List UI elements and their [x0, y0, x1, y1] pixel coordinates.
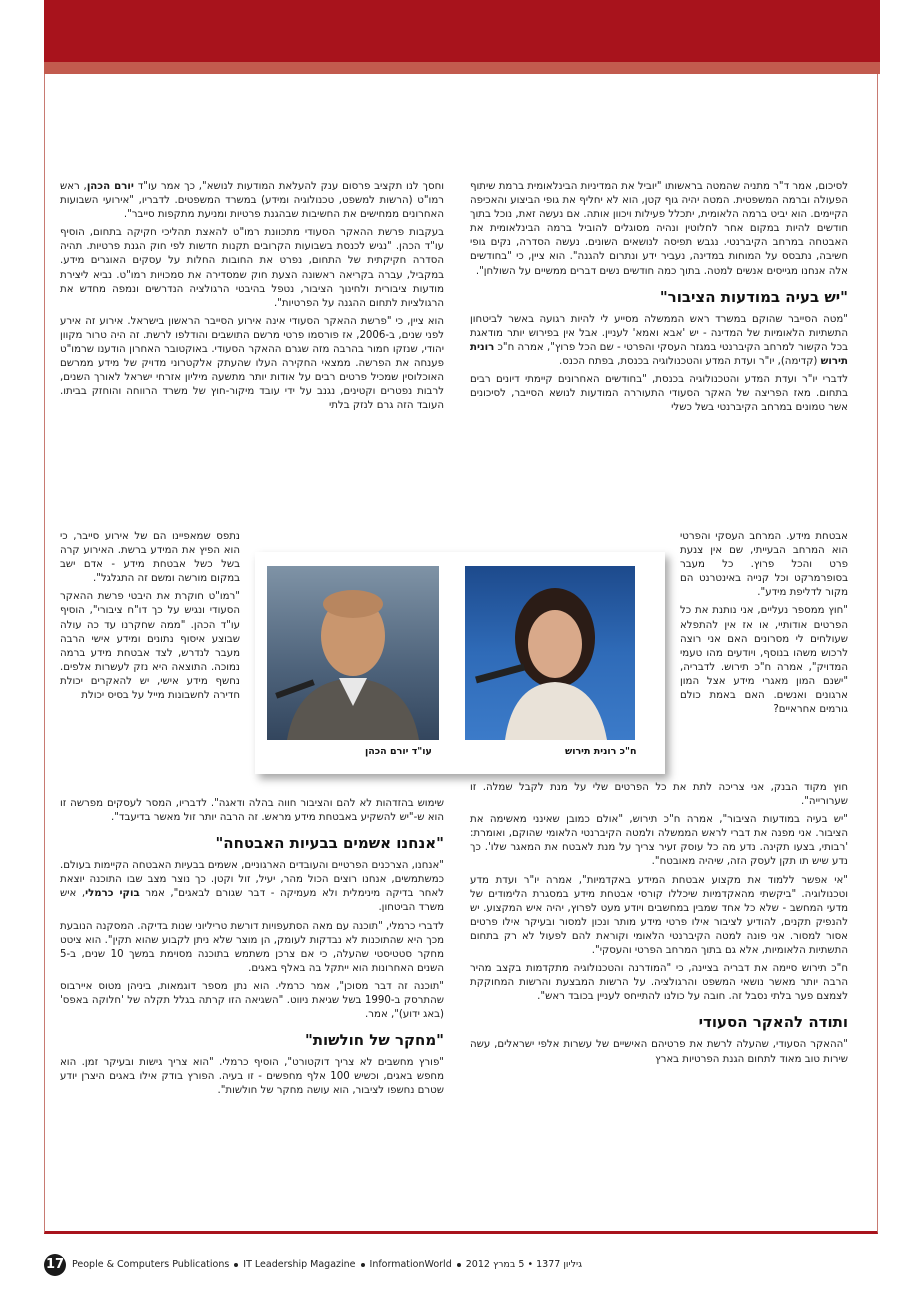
- photo-box: [255, 552, 665, 774]
- right-paragraph-7: "ההאקר הסעודי, שהעלה לרשת את פרטיהם האישיים של עשרות אלפי ישראלים, עשה שירות טוב מאוד לתחום הגנת הפרטיות בארץ: [470, 1039, 848, 1065]
- left-paragraph-4: שימוש בהזדהות לא להם והציבור חווה בהלה ודאגה". לדבריו, המסר לעסקים מפרשה זו הוא ש-"יש להשקיע באבטחת מידע מראש. זה הרבה יותר זול מאשר בדיעבד".: [60, 798, 444, 824]
- person-name-ronit: רונית תירוש: [470, 341, 848, 367]
- caption-ronit: ח"כ רונית תירוש: [565, 746, 637, 757]
- portrait-woman-icon: [465, 566, 635, 740]
- left-column: [60, 180, 444, 418]
- left-p1-text: וחסך לנו תקציב פרסום ענק להעלאת המודעות לנושא", כך אמר עו"ד: [137, 181, 444, 192]
- right-paragraph-1: [470, 313, 848, 369]
- left-paragraph-3: הוא ציין, כי "פרשת ההאקר הסעודי אינה אירוע הסייבר הראשון בישראל. אירוע זה אירע לפני שנים, ב-2006, אז פורסמו פרטי מרשם התושבים והודלפו לרשת. זה היה טרור מקוון יהודי, שנזקו חמור בהרבה מזה שגרם ההאקר הסעודי. באוקטובר האחרון הודענו שרמו"ט פענחה את הפרשה. ממצאי החקירה העלו שהעתק אלקטרוני מדויק של מידע ממרשם האוכלוסין שמכיל פרטים רבים על אודות יותר מתשעה מיליון אזרחי ישראל לאורך השנים, לרבות נפטרים וקטינים, נגנב על ידי עובד מיקור-חוץ של משרד הרווחה והוחזק בביתו. העובד הזה גרם לנזק בלתי: [60, 315, 444, 412]
- left-column-lower: [60, 797, 444, 1103]
- footer-publisher: People & Computers Publications: [72, 1259, 230, 1270]
- page-number: 17: [44, 1254, 66, 1276]
- section-heading-we-are-guilty: "אנחנו אשמים בבעיות האבטחה": [215, 834, 444, 853]
- right-paragraph-3: חוץ מקוד הבנק, אני צריכה לתת את כל הפרטים שלי על מנת לקבל שמלה. זו שערורייה".: [470, 782, 848, 808]
- footer-issue: גיליון 1377 • 5 במרץ 2012: [465, 1259, 583, 1270]
- page-footer: [44, 1250, 880, 1280]
- section-heading-public-awareness: "יש בעיה במודעות הציבור": [659, 287, 848, 306]
- header-band: [44, 0, 880, 62]
- section-heading-saudi-hacker: ותודה להאקר הסעודי: [698, 1013, 848, 1032]
- person-name-buki: בוקי כרמלי: [85, 888, 140, 900]
- photo-yoram-hacohen: [267, 566, 439, 740]
- right-paragraph-6: ח"כ תירוש סיימה את דבריה בציינה, כי "המודרנה והטכנולוגיה מתקדמות בקצב מהיר הרבה יותר מאשר נושאי המשפט והרגולציה. על הרשות המבצעת והרשות המחוקקת לצמצם פער בלתי נסבל זה. חובה על כולנו להתייחס לעניין בכובד ראש".: [470, 963, 848, 1003]
- left-paragraph-2: בעקבות פרשת ההאקר הסעודי מתכוונת רמו"ט להאצת תהליכי חקיקה בתחום, הוסיף עו"ד הכהן. "נגיש לכנסת בשבועות הקרובים תקנות חדשות לפי חוק הגנת פרטיות. תהיה הסדרה חקיקתית של התחום, נפרט את החובות החלות על עסקים האוגרים מידע. במקביל, עברה בקריאה ראשונה הצעת חוק שמסדירה את סמכויות רמו"ט. נביא ליצירת מודעות ציבורית ולחינוך הציבור, נטפל בהיבטי הרגולציה הנדרשים ונמפה מחדש את הרגולציות לתחום ההגנה על הפרטיות".: [60, 227, 444, 309]
- left-narrow-paragraph-2: "רמו"ט חוקרת את היבטי פרשת ההאקר הסעודי ונגיש על כך דו"ח ציבורי", הוסיף עו"ד הכהן. "ממה שחקרנו עד כה עולה שבוצע איסוף נתונים ומידע אישי הרבה מעבר לנדרש, לצד אבטחת מידע ברמה נמוכה. התוצאה היא נזק לעשרות אלפים. נחשף מידע אישי, יש להאקרים יכולת חדירה לחשבונות מייל על בסיס יכולת: [60, 591, 240, 702]
- right-p1-end: (קדימה), יו"ר ועדת המדע והטכנולוגיה בכנסת, בפתח הכנס.: [559, 355, 818, 367]
- left-paragraph-1: [60, 180, 444, 222]
- person-name-yoram: יורם הכהן: [86, 181, 134, 192]
- right-column-lower: [470, 781, 848, 1071]
- caption-yoram: עו"ד יורם הכהן: [365, 746, 432, 757]
- footer-magazine: IT Leadership Magazine: [243, 1259, 356, 1270]
- left-p5-text: "אנחנו, הצרכנים הפרטיים והעובדים הארגוניים, אשמים בבעיות האבטחה הקיימות בעולם. כמשתמשים, אנחנו רוצים הכול מהר, יעיל, זול וקטן. כך נוצר מצב שבו התוכנה יוצאת לאחר בדיקה מינימלית ולא מעמיקה - דבר שגורם לבאגים", אמר: [60, 860, 444, 900]
- footer-text: [72, 1259, 582, 1270]
- left-narrow-column: [60, 530, 240, 707]
- photo-ronit-tirosh: [465, 566, 635, 740]
- left-paragraph-6: לדברי כרמלי, "תוכנה עם מאה הסתעפויות דורשת טריליוני שנות בדיקה. המסקנה הנובעת מכך היא שהתוכנות לא נבדקות לעומק, הן מוצר שלא ניתן לקבוע שהוא תקין". הוא ציטט מחקר סטטיסטי שהעלה, כי אם צרכן משתמש בתוכנה מסוימת במשך 10 שנים, ב-5 השנים האחרונות הוא ייתקל בה באלף באגים.: [60, 920, 444, 974]
- bullet-icon: [361, 1263, 365, 1267]
- left-p1-end: , ראש רמו"ט (הרשות למשפט, טכנולוגיה ומידע) במשרד המשפטים. לדבריו, "אירועי השבועות האחרונים ממחישים את החשיבות שבהגנת פרטיות ומניעת מתקפות סייבר".: [60, 181, 444, 221]
- left-p5-end: , איש משרד הביטחון.: [60, 888, 444, 914]
- left-paragraph-7: "תוכנה זה דבר מסוכן", אמר כרמלי. הוא נתן מספר דוגמאות, ביניהן מטוס איירבוס שהתרסק ב-1990 בשל שגיאת ניווט. "השגיאה הזו קרתה בגלל תקלה של 'חלוקה באפס' (באג ידוע)", אמר.: [60, 980, 445, 1021]
- section-heading-vulnerability-research: "מחקר של חולשות": [304, 1031, 444, 1050]
- footer-site: InformationWorld: [369, 1259, 452, 1270]
- right-paragraph-2: לדברי יו"ר ועדת המדע והטכנולוגיה בכנסת, "בחודשים האחרונים קיימתי דיונים רבים בתחום. מאז הפריצה של האקר הסעודי התעוררה המודעות לנושא הסייבר, לסיכונים אשר טמונים במרחב הקיברנטי בשל כשלי: [470, 374, 848, 414]
- left-paragraph-5: [60, 859, 444, 915]
- right-narrow-paragraph-2: "חוץ ממספר נעליים, אני נותנת את כל הפרטים אודותיי, או אז אין להתפלא שעולחים לי מסרונים האם אני רוצה לרכוש משהו בנוסף, ויודעים מהו טעמי המדויק", אמרה ח"כ תירוש. לדבריה, "ישנם המון מאגרי מידע אצל המון ארגונים ואנשים. האם באמת כולם גורמים אחראיים?: [680, 605, 848, 716]
- right-column: [470, 180, 848, 419]
- right-paragraph-5: "אי אפשר ללמוד את מקצוע אבטחת המידע באקדמיות", אמרה יו"ר ועדת מדע וטכנולוגיה. "ביקשתי מהאקדמיות שיכללו קורסי אבטחת מידע במסגרת הלימודים של מדעי המחשב - שלא כל אחד שמבין במחשבים ויודע מעט לפרוץ, יהיה איש המקצוע. יש להנפיק תקנים, להודיע לציבור אילו פרטי מידע מותר ונכון למסור ובעיקר אילו פרטים אסור למסור. אני פונה למטה הקיברנטי הלאומי וקוראת להם לפעול לא רק בתחום התשתיות הלאומיות, אלא גם בתוך המרחב הפרטי והעסקי".: [470, 874, 848, 957]
- right-narrow-column: [680, 530, 848, 721]
- header-stripe: [44, 62, 880, 74]
- left-narrow-paragraph-1: נתפס שמאפיינו הם של אירוע סייבר, כי הוא הפיץ את המידע ברשת. האירוע קרה בשל כשל אבטחת מידע - אדם ישב במקום מורשה ומשם זה התגלגל".: [60, 531, 240, 585]
- bullet-icon: [234, 1263, 238, 1267]
- left-paragraph-8: "פורץ מחשבים לא צריך דוקטורט", הוסיף כרמלי. "הוא צריך גישות ובעיקר זמן. הוא מחפש באגים, וכשיש 100 אלף מחפשים - זו בעיה. הפורץ בודק אילו באגים היצרן יודע שטרם נחשפו לציבור, הוא עושה מחקר של חולשות".: [60, 1057, 445, 1097]
- bullet-icon: [457, 1263, 461, 1267]
- portrait-man-icon: [267, 566, 439, 740]
- right-narrow-paragraph-1: אבטחת מידע. המרחב העסקי והפרטי הוא המרחב הבעייתי, שם אין צנעת פרט והכל פרוץ. כל מעבר בסופרמרקט וכל קנייה באינטרנט הם מקור לדליפת מידע".: [680, 531, 848, 599]
- right-intro-paragraph: לסיכום, אמר ד"ר מתניה שהמטה בראשותו "יוביל את המדיניות הבינלאומית ברמת שיתוף הפעולה וברמה המשפטית. המטה יהיה גוף קטן, הוא לא יחליף את גופי הביצוע והאכיפה הקיימים. הוא יביט ברמה הלאומית, יתכלל פעילות ויכוון אותה. אם נעשה זאת, נוכל בתוך חודשים להיות במקום אחר לחלוטין ונהיה מסוגלים להוביל ברמה הבינלאומית את האבטחה במרחב הקיברנטי. נגבש תפיסה לנושאים השונים. נעשה הסדרה, נקים גופי חשיבה, נתבסס על המוחות במדינה, נעביר ידע ונתרום להגנה". הוא ציין, כי "בחודשים אלה אנחנו מגייסים אנשים למטה. בתוך כמה חודשים נשים דברים ממשיים על השולחן".: [470, 181, 848, 277]
- right-paragraph-4: "יש בעיה במודעות הציבור", אמרה ח"כ תירוש, "אולם כמובן שאינני מאשימה את הציבור. אני מפנה את דברי לראש הממשלה ולמטה הקיברנטי הלאומי שהוקם, ואומרת: 'רבותי, בצעו תקינה. נדע מה כל עוסק זעיר צריך על מנת לאבטח את המאגר שלו'. כך נדע שיש תו תקן לעסק הזה, שיהיה מאובטח".: [470, 814, 848, 868]
- right-p1-text: "מטה הסייבר שהוקם במשרד ראש הממשלה מסייע לי להיות רגועה באשר לביטחון התשתיות הלאומיות של המדינה - יש 'אבא ואמא' לעניין. אבל אין בפירוש יותר מודאגת בכל הקשור למרחב הקיברנטי במגזר העסקי והפרטי - שם הכל פרוץ", אמרה ח"כ: [470, 313, 848, 353]
